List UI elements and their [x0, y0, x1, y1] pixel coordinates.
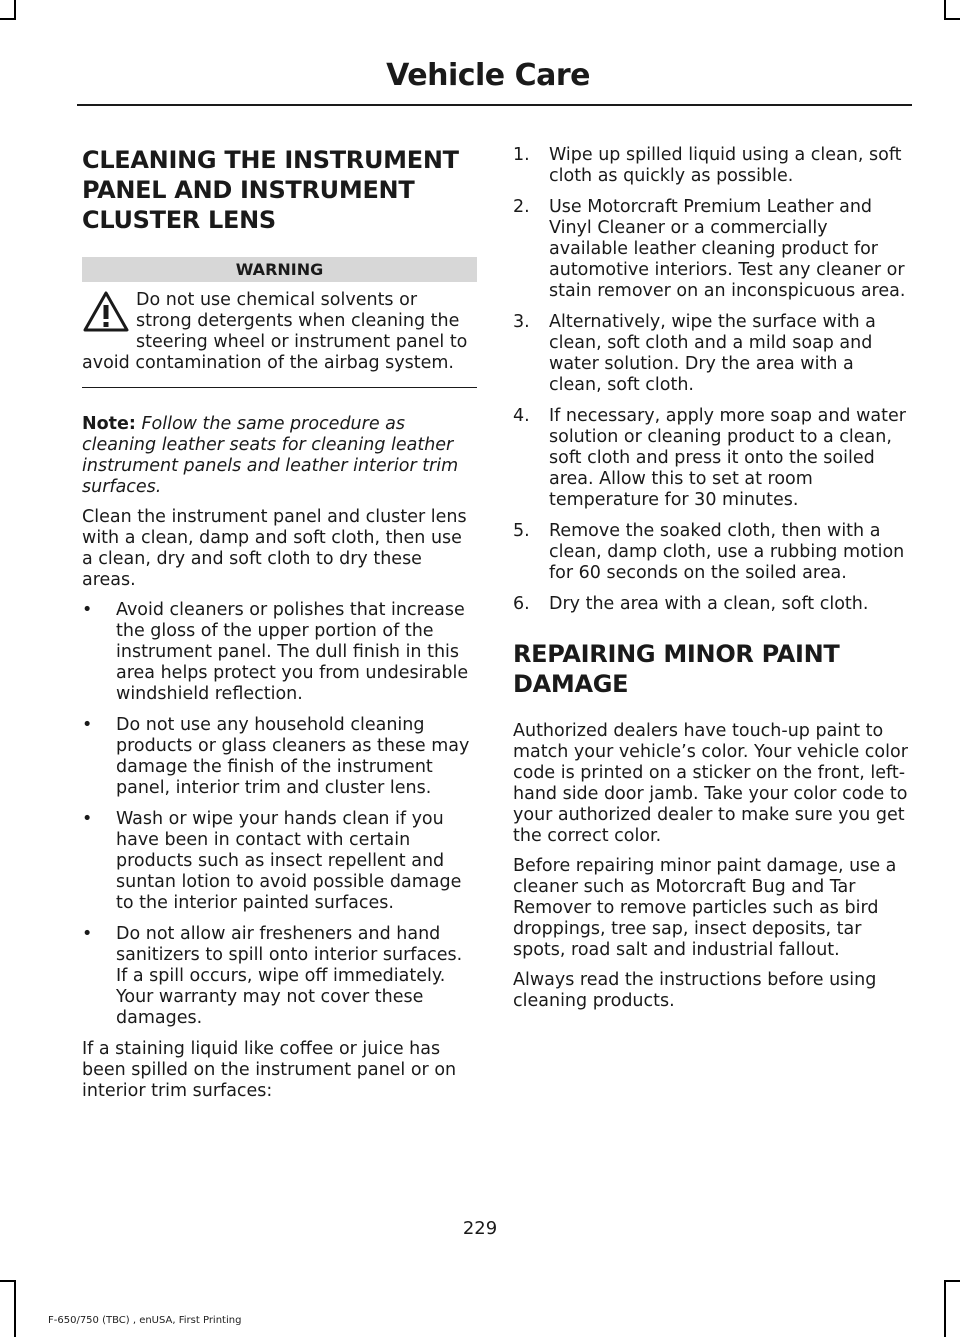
bullet-list — [82, 600, 477, 1029]
body-paragraph: Always read the instructions before using cleaning products. — [513, 970, 877, 1011]
list-item: • Do not allow air fresheners and hand sanitizers to spill onto interior surfaces. If a spill occurs, wipe off immediately. Your warranty may not cover these damages. — [82, 924, 477, 1029]
step-text: If necessary, apply more soap and water solution or cleaning product to a clean, soft cloth and press it onto the soiled area. Allow this to set at room temperature for 30 minutes. — [549, 406, 906, 510]
body-paragraph: Authorized dealers have touch-up paint to match your vehicle’s color. Your vehicle color code is printed on a sticker on the front, left-hand side door jamb. Take your color code to your authorized dealer to make sure you get the correct color. — [513, 721, 908, 846]
list-item — [513, 594, 908, 615]
intro-paragraph: Clean the instrument panel and cluster lens with a clean, damp and soft cloth, then use a clean, dry and soft cloth to dry these areas. — [82, 507, 467, 590]
list-item: • Wash or wipe your hands clean if you have been in contact with certain products such as insect repellent and suntan lotion to avoid possible damage to the interior painted surfaces. — [82, 809, 477, 914]
crop-mark — [0, 18, 16, 20]
header-rule — [77, 104, 912, 106]
steps-list — [513, 145, 908, 615]
step-text: Use Motorcraft Premium Leather and Vinyl Cleaner or a commercially available leather cleaning product for automotive interiors. Test any cleaner or stain remover on an inconspicuous area. — [549, 197, 906, 301]
step-text: Alternatively, wipe the surface with a clean, soft cloth and a mild soap and water solution. Dry the area with a clean, soft cloth. — [549, 312, 876, 395]
crop-mark — [0, 1280, 16, 1282]
list-item — [513, 197, 908, 302]
list-item: • Avoid cleaners or polishes that increase the gloss of the upper portion of the instrument panel. The dull finish in this area helps protect you from undesirable windshield reflection. — [82, 600, 477, 705]
section-heading-cleaning: CLEANING THE INSTRUMENT PANEL AND INSTRUMENT CLUSTER LENS — [82, 146, 459, 234]
body-paragraph: Before repairing minor paint damage, use a cleaner such as Motorcraft Bug and Tar Remover to remove particles such as bird droppings, tree sap, insect deposits, tar spots, road salt and industrial fallout. — [513, 856, 897, 960]
warning-triangle-icon — [82, 290, 134, 336]
crop-mark — [944, 1280, 946, 1337]
left-column — [82, 145, 477, 1111]
step-number: 3. — [513, 312, 530, 332]
page-number: 229 — [462, 1218, 498, 1239]
warning-label: WARNING — [82, 257, 477, 282]
crop-mark — [14, 1280, 16, 1337]
list-item — [513, 406, 908, 511]
list-item: • Do not use any household cleaning products or glass cleaners as these may damage the finish of the instrument panel, interior trim and cluster lens. — [82, 715, 477, 799]
step-text: Remove the soaked cloth, then with a clean, damp cloth, use a rubbing motion for 60 seconds on the soiled area. — [549, 521, 905, 583]
step-number: 1. — [513, 145, 530, 165]
note-text: Follow the same procedure as cleaning leather seats for cleaning leather instrument panels and leather interior trim surfaces. — [82, 414, 459, 497]
page-header-title: Vehicle Care — [386, 58, 590, 93]
note-label: Note: — [82, 414, 136, 434]
right-column — [513, 145, 908, 1021]
step-number: 2. — [513, 197, 530, 217]
crop-mark — [944, 1280, 960, 1282]
step-number: 6. — [513, 594, 530, 614]
footer-text: F-650/750 (TBC) , enUSA, First Printing — [48, 1315, 242, 1326]
list-item — [513, 521, 908, 584]
warning-box — [82, 290, 477, 388]
list-item — [513, 145, 908, 187]
list-item — [513, 312, 908, 396]
step-number: 5. — [513, 521, 530, 541]
closing-paragraph: If a staining liquid like coffee or juice has been spilled on the instrument panel or on interior trim surfaces: — [82, 1039, 457, 1101]
crop-mark — [944, 0, 946, 20]
crop-mark — [944, 18, 960, 20]
step-text: Dry the area with a clean, soft cloth. — [549, 594, 869, 614]
warning-text: Do not use chemical solvents or strong detergents when cleaning the steering wheel or instrument panel to avoid contamination of the airbag system. — [82, 290, 468, 373]
crop-mark — [14, 0, 16, 20]
step-number: 4. — [513, 406, 530, 426]
section-heading-paint: REPAIRING MINOR PAINT DAMAGE — [513, 640, 840, 698]
step-text: Wipe up spilled liquid using a clean, soft cloth as quickly as possible. — [549, 145, 902, 186]
note-paragraph — [82, 414, 477, 498]
